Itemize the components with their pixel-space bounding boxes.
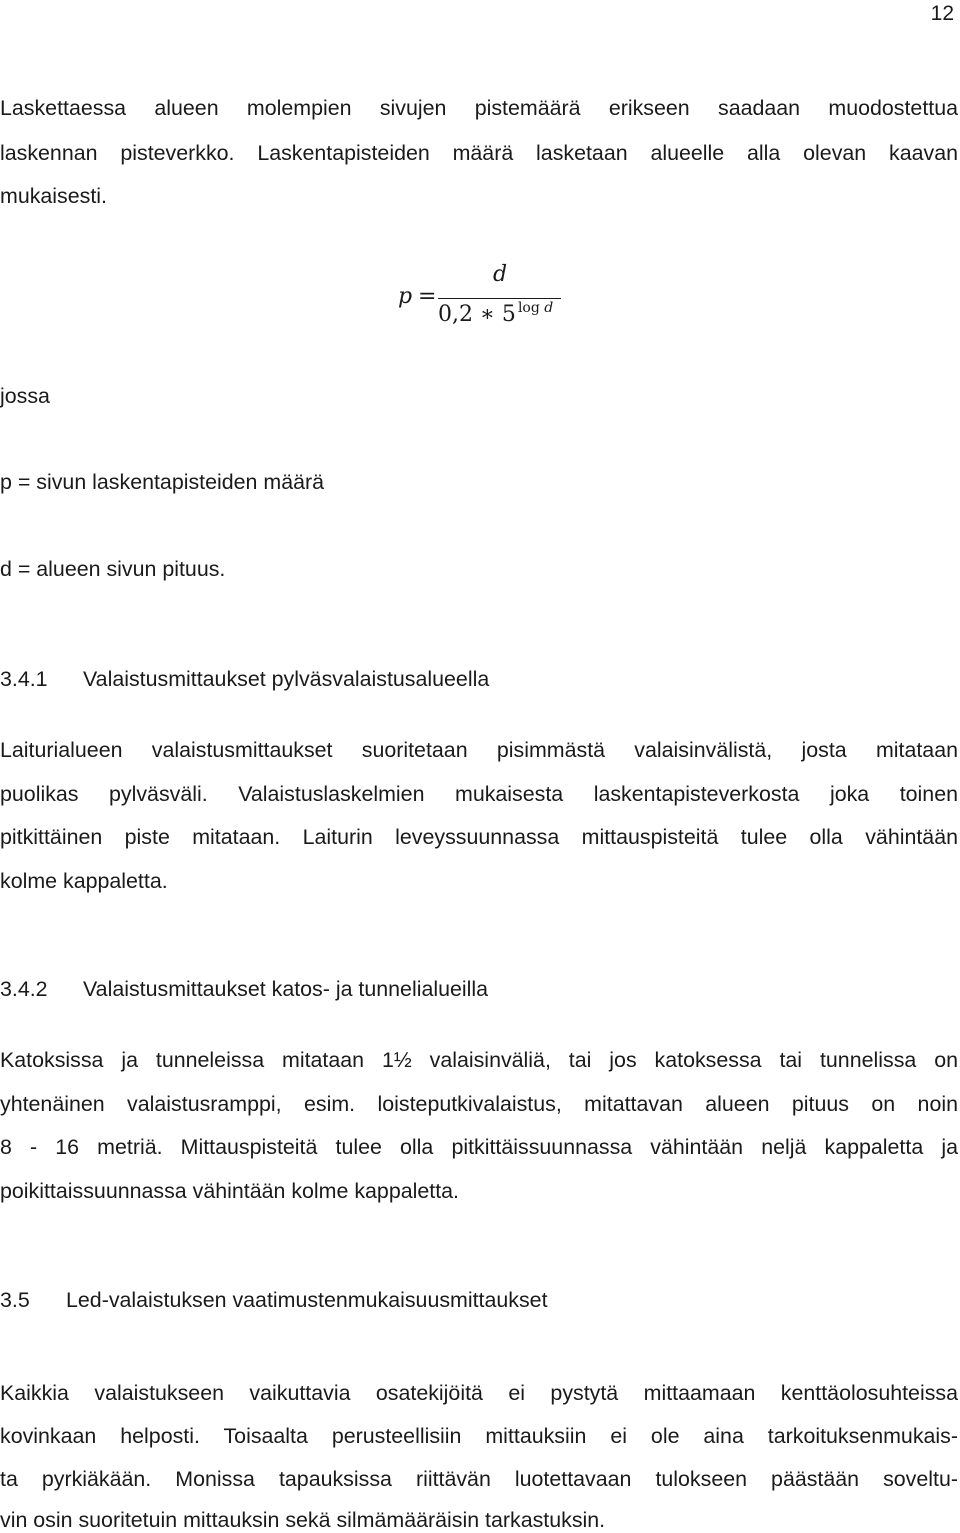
section-342-title: Valaistusmittaukset katos- ja tunnelialueilla — [83, 977, 489, 1001]
formula-denominator — [438, 300, 554, 327]
formula — [398, 262, 578, 332]
definition-d: d = alueen sivun pituus. — [0, 557, 226, 581]
section-341-number: 3.4.1 — [0, 667, 48, 691]
formula-numerator: d — [493, 262, 508, 287]
section-342-line-3: 8 - 16 metriä. Mittauspisteitä tulee olla pitkittäissuunnassa vähintään neljä kappaletta ja — [0, 1135, 958, 1159]
intro-line-2: laskennan pisteverkko. Laskentapisteiden määrä lasketaan alueelle alla olevan kaavan — [0, 141, 958, 165]
formula-exponent-var: d — [544, 300, 554, 316]
formula-exponent-func: log — [517, 300, 540, 316]
definitions-intro: jossa — [0, 384, 50, 408]
section-341-line-1: Laiturialueen valaistusmittaukset suoritetaan pisimmästä valaisinvälistä, josta mitataan — [0, 738, 958, 762]
formula-exponent — [518, 300, 553, 316]
section-35-line-1: Kaikkia valaistukseen vaikuttavia osatekijöitä ei pystytä mittaamaan kenttäolosuhteissa — [0, 1381, 958, 1405]
section-342-heading — [0, 977, 488, 1002]
definition-p: p = sivun laskentapisteiden määrä — [0, 470, 325, 494]
section-35-line-3: ta pyrkiäkään. Monissa tapauksissa riittävän luotettavaan tulokseen päästään soveltu- — [0, 1467, 958, 1491]
formula-lhs: p — [398, 284, 413, 309]
formula-equals: = — [418, 284, 437, 309]
intro-line-3: mukaisesti. — [0, 184, 107, 208]
section-341-line-3: pitkittäinen piste mitataan. Laiturin leveyssuunnassa mittauspisteitä tulee olla vähintään — [0, 825, 958, 849]
section-341-line-4: kolme kappaletta. — [0, 869, 168, 893]
section-342-line-2: yhtenäinen valaistusramppi, esim. loisteputkivalaistus, mitattavan alueen pituus on noin — [0, 1092, 958, 1116]
section-342-line-4: poikittaissuunnassa vähintään kolme kappaletta. — [0, 1179, 460, 1203]
section-342-line-1: Katoksissa ja tunneleissa mitataan 1½ valaisinväliä, tai jos katoksessa tai tunnelissa on — [0, 1048, 958, 1072]
section-35-title: Led-valaistuksen vaatimustenmukaisuusmittaukset — [66, 1288, 548, 1312]
section-35-number: 3.5 — [0, 1288, 30, 1312]
section-35-heading — [0, 1288, 548, 1313]
formula-denominator-base: 0,2 ∗ 5 — [438, 302, 516, 327]
section-341-line-2: puolikas pylväsväli. Valaistuslaskelmien mukaisesta laskentapisteverkosta joka toinen — [0, 782, 958, 806]
section-342-number: 3.4.2 — [0, 977, 48, 1001]
intro-line-1: Laskettaessa alueen molempien sivujen pistemäärä erikseen saadaan muodostettua — [0, 96, 958, 120]
section-341-heading — [0, 667, 489, 692]
fraction-bar — [438, 298, 561, 299]
section-35-line-4: vin osin suoritetuin mittauksin sekä silmämääräisin tarkastuksin. — [0, 1508, 606, 1532]
page-number: 12 — [930, 2, 954, 25]
section-341-title: Valaistusmittaukset pylväsvalaistusalueella — [83, 667, 490, 691]
section-35-line-2: kovinkaan helposti. Toisaalta perusteellisiin mittauksiin ei ole aina tarkoituksenmukais- — [0, 1424, 958, 1448]
